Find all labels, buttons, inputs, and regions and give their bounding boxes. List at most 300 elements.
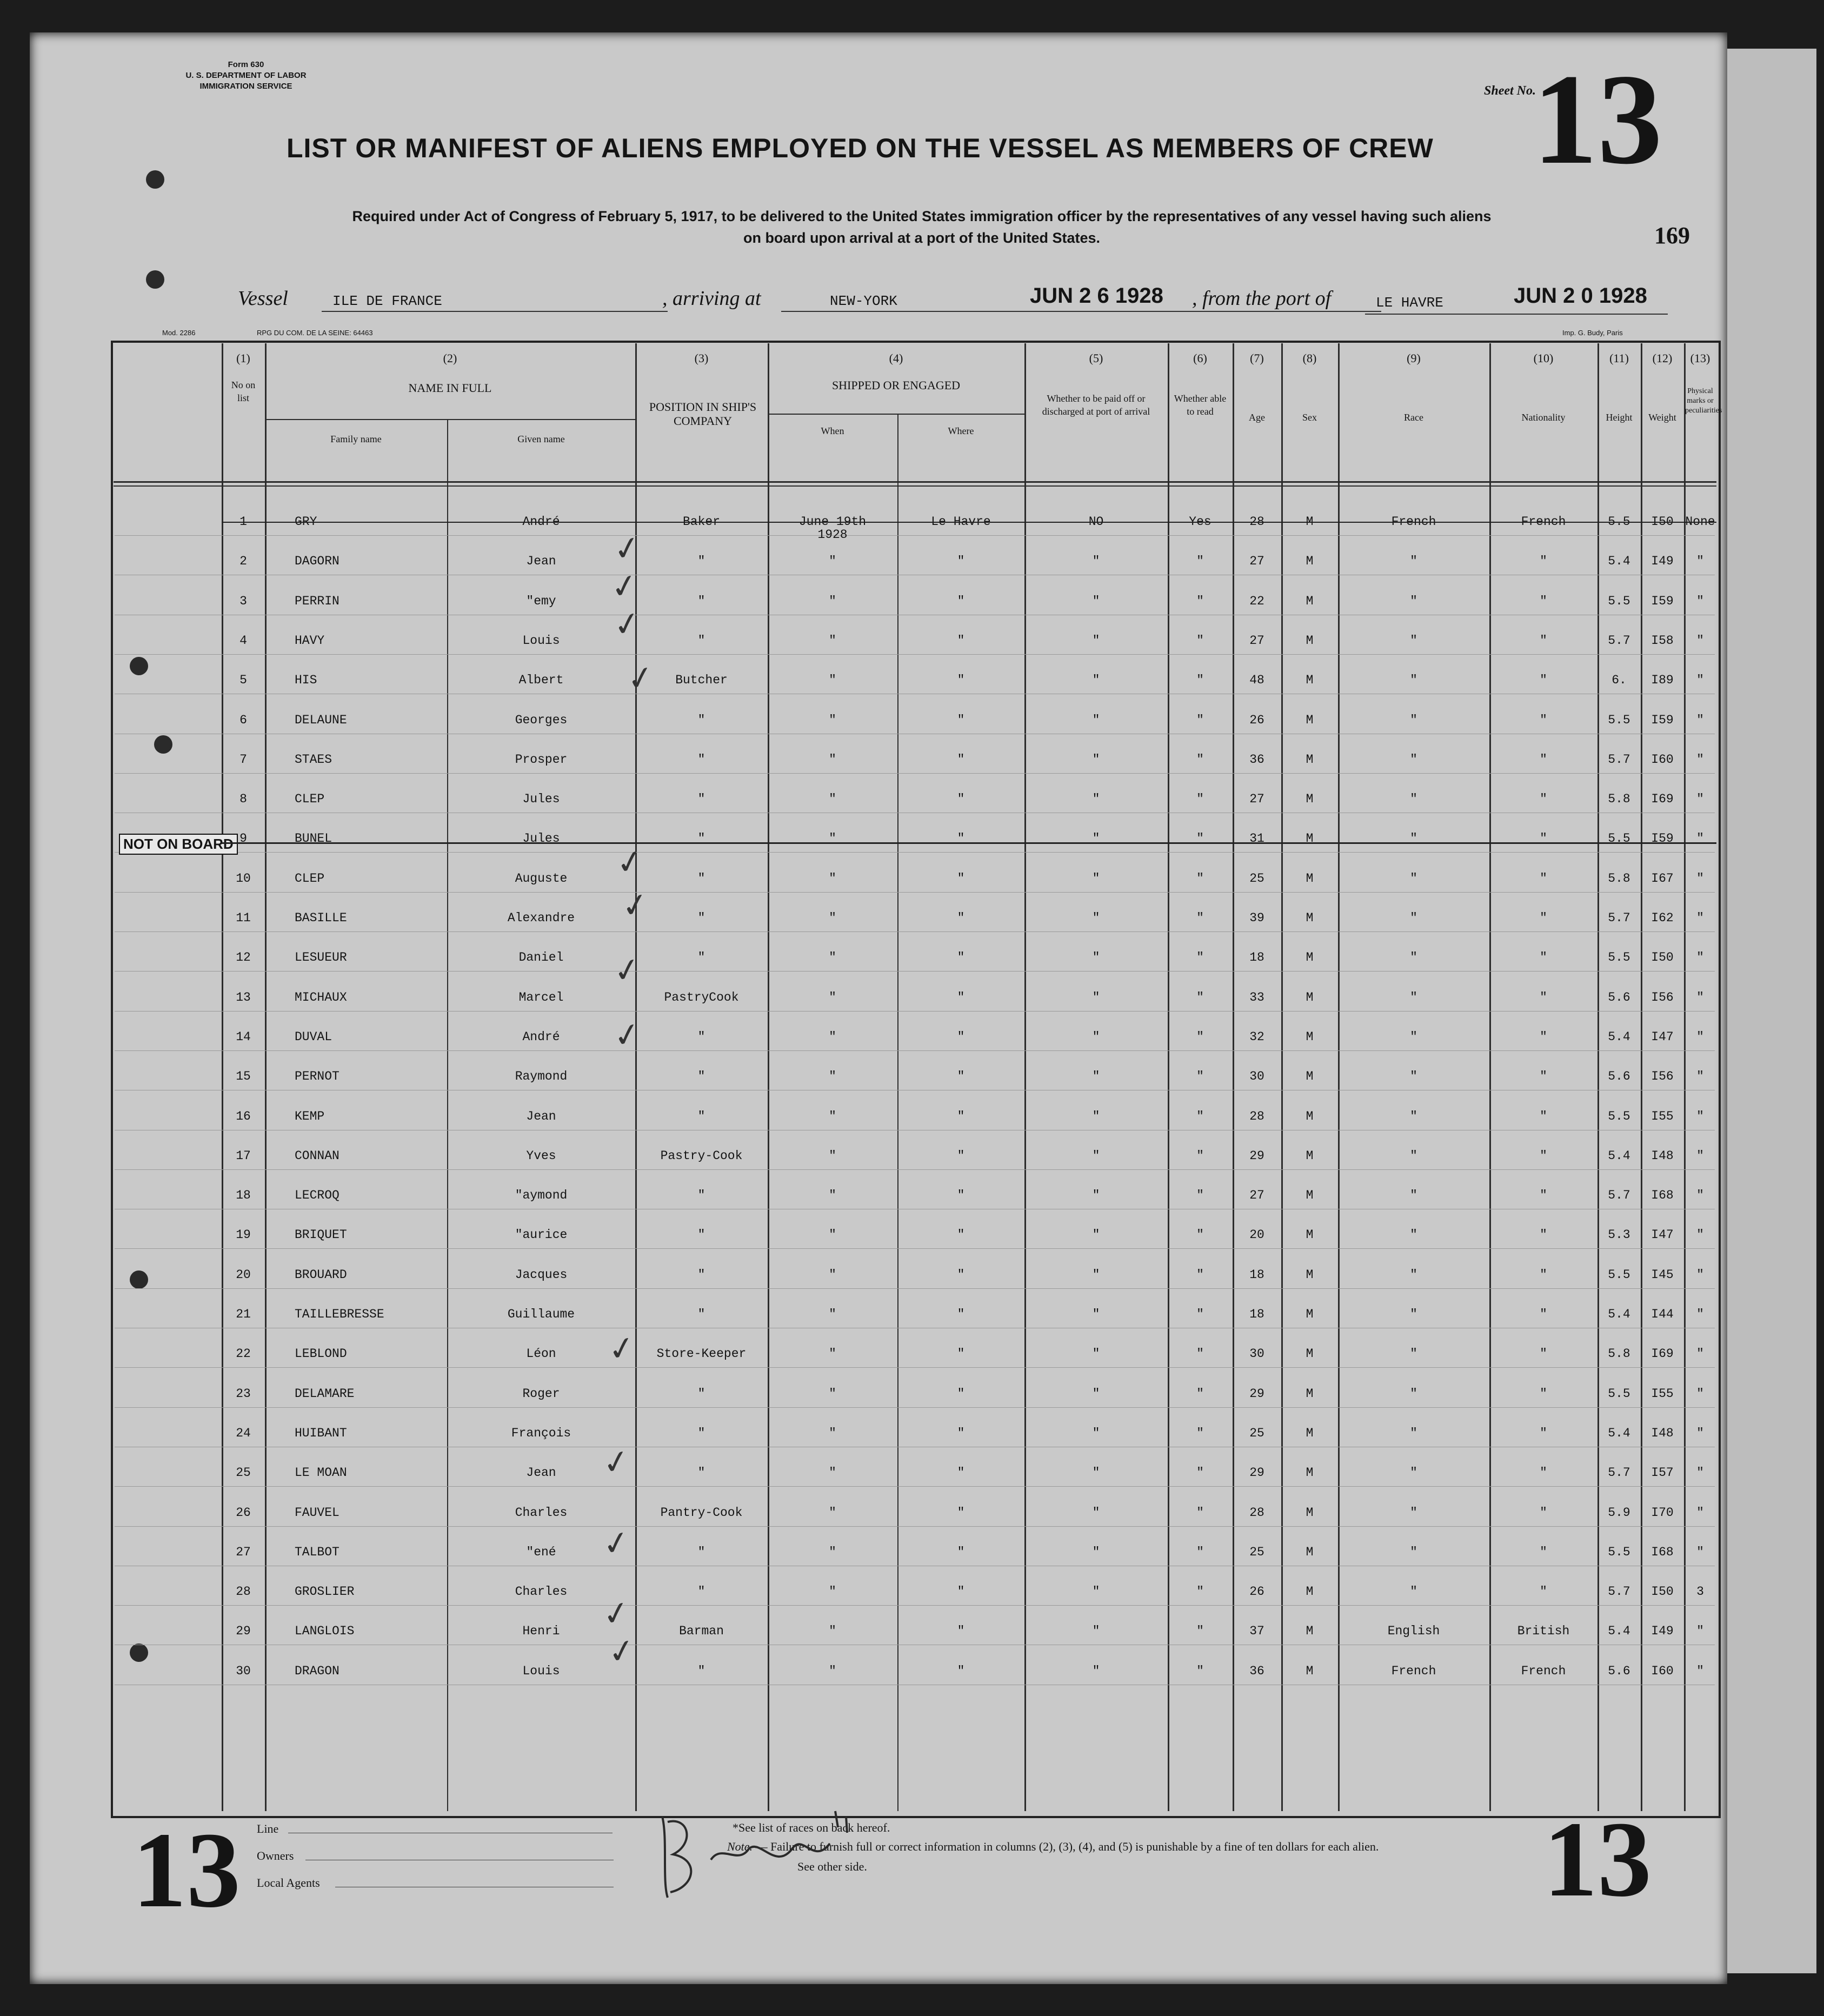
row-1-where: Le Havre (931, 515, 991, 529)
row-26-weight: I70 (1651, 1506, 1674, 1520)
row-12-marks: " (1696, 950, 1704, 964)
row-1-race: French (1391, 515, 1436, 529)
row-17-family: CONNAN (295, 1149, 339, 1163)
row-24-age: 25 (1249, 1426, 1264, 1440)
row-27-family: TALBOT (295, 1545, 339, 1559)
row-7-height: 5.7 (1608, 753, 1630, 767)
row-rule (115, 1169, 1715, 1170)
row-18-read: " (1196, 1188, 1204, 1202)
col9-header: Race (1404, 412, 1423, 423)
row-25-paid: " (1092, 1466, 1100, 1480)
row-17-given: Yves (526, 1149, 556, 1163)
name-subheader-rule (265, 419, 635, 420)
row-4-nationality: " (1540, 634, 1547, 648)
row-20-family: BROUARD (295, 1268, 347, 1282)
row-13-family: MICHAUX (295, 990, 347, 1004)
col13-header: Physical marks or peculiarities (1685, 387, 1722, 415)
corner-number-right: 13 (1543, 1800, 1652, 1919)
row-16-paid: " (1092, 1109, 1100, 1123)
row-11-height: 5.7 (1608, 911, 1630, 925)
row-3-family: PERRIN (295, 594, 339, 608)
row-7-when: " (829, 753, 836, 767)
arriving-underline (781, 311, 1381, 312)
row-rule (115, 852, 1715, 853)
from-port-label: , from the port of (1192, 287, 1332, 310)
row-26-age: 28 (1249, 1506, 1264, 1520)
row-29-position: Barman (679, 1624, 724, 1638)
row-3-height: 5.5 (1608, 594, 1630, 608)
row-8-family: CLEP (295, 792, 325, 806)
row-13-no: 13 (236, 990, 251, 1004)
row-4-race: " (1410, 634, 1417, 648)
row-3-sex: M (1306, 594, 1314, 608)
row-13-marks: " (1696, 990, 1704, 1004)
row-27-paid: " (1092, 1545, 1100, 1559)
row-8-no: 8 (239, 792, 247, 806)
departure-date: JUN 2 0 1928 (1514, 284, 1647, 308)
row-11-weight: I62 (1651, 911, 1674, 925)
check-mark: ✓ (610, 949, 644, 992)
row-15-weight: I56 (1651, 1069, 1674, 1083)
row-5-weight: I89 (1651, 673, 1674, 687)
row-22-paid: " (1092, 1347, 1100, 1361)
row-rule (115, 971, 1715, 972)
row-24-sex: M (1306, 1426, 1314, 1440)
row-13-height: 5.6 (1608, 990, 1630, 1004)
row-6-weight: I59 (1651, 713, 1674, 727)
row-23-family: DELAMARE (295, 1387, 355, 1401)
row-1-strikethrough (222, 522, 1716, 523)
row-16-age: 28 (1249, 1109, 1264, 1123)
row-5-position: Butcher (675, 673, 728, 687)
row-24-given: François (511, 1426, 571, 1440)
row-7-read: " (1196, 753, 1204, 767)
arrival-date: JUN 2 6 1928 (1030, 284, 1163, 308)
row-21-sex: M (1306, 1307, 1314, 1321)
row-10-family: CLEP (295, 871, 325, 886)
row-26-paid: " (1092, 1506, 1100, 1520)
row-29-where: " (957, 1624, 965, 1638)
row-13-read: " (1196, 990, 1204, 1004)
row-8-position: " (697, 792, 705, 806)
row-13-paid: " (1092, 990, 1100, 1004)
row-26-given: Charles (515, 1506, 568, 1520)
row-11-position: " (697, 911, 705, 925)
header-bottom-rule-2 (114, 485, 1716, 487)
row-21-weight: I44 (1651, 1307, 1674, 1321)
row-12-no: 12 (236, 950, 251, 964)
row-18-when: " (829, 1188, 836, 1202)
row-1-when: June 19th (798, 515, 867, 529)
row-24-when: " (829, 1426, 836, 1440)
row-1-age: 28 (1249, 515, 1264, 529)
row-19-given: "aurice (515, 1228, 568, 1242)
row-26-sex: M (1306, 1506, 1314, 1520)
row-16-weight: I55 (1651, 1109, 1674, 1123)
row-17-race: " (1410, 1149, 1417, 1163)
row-4-family: HAVY (295, 634, 325, 648)
row-11-given: Alexandre (507, 911, 575, 925)
row-20-position: " (697, 1268, 705, 1282)
row-25-where: " (957, 1466, 965, 1480)
row-27-weight: I68 (1651, 1545, 1674, 1559)
col-divider (265, 343, 267, 1811)
check-mark: ✓ (605, 1631, 638, 1673)
row-2-nationality: " (1540, 554, 1547, 568)
row-17-no: 17 (236, 1149, 251, 1163)
row-4-height: 5.7 (1608, 634, 1630, 648)
row-30-nationality: French (1521, 1664, 1566, 1678)
row-17-paid: " (1092, 1149, 1100, 1163)
row-9-read: " (1196, 831, 1204, 846)
row-16-read: " (1196, 1109, 1204, 1123)
row-1-height: 5.5 (1608, 515, 1630, 529)
form-title: LIST OR MANIFEST OF ALIENS EMPLOYED ON THE VESSEL AS MEMBERS OF CREW (287, 133, 1434, 163)
row-20-where: " (957, 1268, 965, 1282)
row-3-age: 22 (1249, 594, 1264, 608)
row-10-weight: I67 (1651, 871, 1674, 886)
punch-hole (146, 170, 164, 189)
row-9-given: Jules (522, 831, 560, 846)
row-19-sex: M (1306, 1228, 1314, 1242)
row-3-when: " (829, 594, 836, 608)
row-24-weight: I48 (1651, 1426, 1674, 1440)
note-label: Note. (727, 1840, 753, 1853)
row-27-marks: " (1696, 1545, 1704, 1559)
row-16-position: " (697, 1109, 705, 1123)
row-13-age: 33 (1249, 990, 1264, 1004)
service: IMMIGRATION SERVICE (199, 82, 292, 91)
row-2-age: 27 (1249, 554, 1264, 568)
row-15-nationality: " (1540, 1069, 1547, 1083)
row-14-weight: I47 (1651, 1030, 1674, 1044)
sheet-number: 13 (1533, 47, 1662, 191)
row-11-age: 39 (1249, 911, 1264, 925)
row-6-position: " (697, 713, 705, 727)
row-4-read: " (1196, 634, 1204, 648)
row-24-nationality: " (1540, 1426, 1547, 1440)
row-rule (115, 654, 1715, 655)
row-3-given: "emy (526, 594, 556, 608)
row-28-marks: 3 (1696, 1585, 1704, 1599)
vessel-name: ILE DE FRANCE (332, 293, 442, 309)
footer-line-label: Line (257, 1822, 279, 1835)
row-11-no: 11 (236, 911, 251, 925)
row-19-age: 20 (1249, 1228, 1264, 1242)
footer-owners-label: Owners (257, 1849, 294, 1862)
row-1-paid: NO (1088, 515, 1104, 529)
row-12-read: " (1196, 950, 1204, 964)
row-21-when: " (829, 1307, 836, 1321)
row-27-position: " (697, 1545, 705, 1559)
row-22-weight: I69 (1651, 1347, 1674, 1361)
row-23-sex: M (1306, 1387, 1314, 1401)
row-19-no: 19 (236, 1228, 251, 1242)
row-4-sex: M (1306, 634, 1314, 648)
row-15-given: Raymond (515, 1069, 568, 1083)
row-22-height: 5.8 (1608, 1347, 1630, 1361)
row-20-no: 20 (236, 1268, 251, 1282)
row-4-where: " (957, 634, 965, 648)
row-29-age: 37 (1249, 1624, 1264, 1638)
row-24-paid: " (1092, 1426, 1100, 1440)
row-10-no: 10 (236, 871, 251, 886)
row-7-family: STAES (295, 753, 332, 767)
row-21-paid: " (1092, 1307, 1100, 1321)
row-2-when: " (829, 554, 836, 568)
row-12-when: " (829, 950, 836, 964)
row-27-race: " (1410, 1545, 1417, 1559)
row-20-age: 18 (1249, 1268, 1264, 1282)
row-18-position: " (697, 1188, 705, 1202)
row-13-weight: I56 (1651, 990, 1674, 1004)
row-21-age: 18 (1249, 1307, 1264, 1321)
col9-num: (9) (1407, 351, 1421, 365)
from-port: LE HAVRE (1376, 295, 1443, 311)
row-30-age: 36 (1249, 1664, 1264, 1678)
row-7-where: " (957, 753, 965, 767)
row-12-where: " (957, 950, 965, 964)
row-19-where: " (957, 1228, 965, 1242)
row-29-marks: " (1696, 1624, 1704, 1638)
row-19-family: BRIQUET (295, 1228, 347, 1242)
row-26-nationality: " (1540, 1506, 1547, 1520)
row-29-family: LANGLOIS (295, 1624, 355, 1638)
requirement-line-2: on board upon arrival at a port of the United States. (743, 230, 1101, 246)
row-14-sex: M (1306, 1030, 1314, 1044)
row-23-height: 5.5 (1608, 1387, 1630, 1401)
row-23-no: 23 (236, 1387, 251, 1401)
col6-header: Whether able to read (1174, 393, 1227, 417)
col13-num: (13) (1690, 351, 1710, 365)
row-21-nationality: " (1540, 1307, 1547, 1321)
row-29-paid: " (1092, 1624, 1100, 1638)
page-number: 169 (1654, 222, 1690, 249)
row-1-position: Baker (682, 515, 720, 529)
from-underline (1365, 314, 1668, 315)
row-23-age: 29 (1249, 1387, 1264, 1401)
row-28-given: Charles (515, 1585, 568, 1599)
row-25-position: " (697, 1466, 705, 1480)
row-24-race: " (1410, 1426, 1417, 1440)
row-25-read: " (1196, 1466, 1204, 1480)
row-26-read: " (1196, 1506, 1204, 1520)
row-6-height: 5.5 (1608, 713, 1630, 727)
row-15-where: " (957, 1069, 965, 1083)
row-18-given: "aymond (515, 1188, 568, 1202)
row-29-height: 5.4 (1608, 1624, 1630, 1638)
col4a-header: When (821, 425, 844, 436)
row-28-sex: M (1306, 1585, 1314, 1599)
row-13-where: " (957, 990, 965, 1004)
row-24-no: 24 (236, 1426, 251, 1440)
row-4-no: 4 (239, 634, 247, 648)
row-22-sex: M (1306, 1347, 1314, 1361)
row-2-height: 5.4 (1608, 554, 1630, 568)
check-mark: ✓ (610, 528, 644, 570)
row-8-read: " (1196, 792, 1204, 806)
check-mark: ✓ (618, 884, 652, 927)
row-25-family: LE MOAN (295, 1466, 347, 1480)
row-7-sex: M (1306, 753, 1314, 767)
row-3-paid: " (1092, 594, 1100, 608)
row-20-paid: " (1092, 1268, 1100, 1282)
row-30-read: " (1196, 1664, 1204, 1678)
row-5-given: Albert (518, 673, 564, 687)
row-3-marks: " (1696, 594, 1704, 608)
row-23-where: " (957, 1387, 965, 1401)
row-19-read: " (1196, 1228, 1204, 1242)
col11-header: Height (1606, 412, 1633, 423)
row-10-paid: " (1092, 871, 1100, 886)
row-27-read: " (1196, 1545, 1204, 1559)
check-mark: ✓ (610, 603, 644, 646)
row-17-when: " (829, 1149, 836, 1163)
row-10-read: " (1196, 871, 1204, 886)
row-1-read: Yes (1189, 515, 1211, 529)
row-28-where: " (957, 1585, 965, 1599)
row-15-marks: " (1696, 1069, 1704, 1083)
row-8-height: 5.8 (1608, 792, 1630, 806)
row-30-height: 5.6 (1608, 1664, 1630, 1678)
row-8-paid: " (1092, 792, 1100, 806)
manifest-sheet (30, 32, 1727, 1984)
row-15-no: 15 (236, 1069, 251, 1083)
row-27-where: " (957, 1545, 965, 1559)
row-25-no: 25 (236, 1466, 251, 1480)
row-rule (115, 1367, 1715, 1368)
row-3-race: " (1410, 594, 1417, 608)
row-21-position: " (697, 1307, 705, 1321)
row-23-weight: I55 (1651, 1387, 1674, 1401)
row-8-nationality: " (1540, 792, 1547, 806)
row-28-height: 5.7 (1608, 1585, 1630, 1599)
row-18-where: " (957, 1188, 965, 1202)
row-5-paid: " (1092, 673, 1100, 687)
note-text: — Failure to furnish full or correct information in columns (2), (3), (4), and (5) is punishable by a fine of ten dollars for each alien. (755, 1840, 1379, 1853)
row-13-when: " (829, 990, 836, 1004)
arriving-label: , arriving at (662, 287, 761, 310)
row-9-race: " (1410, 831, 1417, 846)
col5-header: Whether to be paid off or discharged at port of arrival (1042, 393, 1150, 417)
row-18-sex: M (1306, 1188, 1314, 1202)
row-1-marks: None (1685, 515, 1715, 529)
row-16-race: " (1410, 1109, 1417, 1123)
row-20-when: " (829, 1268, 836, 1282)
row-3-nationality: " (1540, 594, 1547, 608)
row-13-given: Marcel (518, 990, 564, 1004)
col5-num: (5) (1089, 351, 1103, 365)
row-9-marks: " (1696, 831, 1704, 846)
row-9-no: 9 (239, 831, 247, 846)
row-3-where: " (957, 594, 965, 608)
row-11-race: " (1410, 911, 1417, 925)
row-30-paid: " (1092, 1664, 1100, 1678)
row-16-family: KEMP (295, 1109, 325, 1123)
row-8-weight: I69 (1651, 792, 1674, 806)
col10-header: Nationality (1521, 412, 1566, 423)
row-30-race: French (1391, 1664, 1436, 1678)
row-27-given: "ené (526, 1545, 556, 1559)
row-22-marks: " (1696, 1347, 1704, 1361)
printer-credit: Imp. G. Budy, Paris (1562, 329, 1623, 337)
row-10-marks: " (1696, 871, 1704, 886)
col12-header: Weight (1648, 412, 1676, 423)
check-mark: ✓ (613, 841, 647, 883)
row-11-read: " (1196, 911, 1204, 925)
row-12-nationality: " (1540, 950, 1547, 964)
row-8-sex: M (1306, 792, 1314, 806)
col2a-header: Family name (330, 434, 382, 444)
row-24-height: 5.4 (1608, 1426, 1630, 1440)
row-4-when: " (829, 634, 836, 648)
requirement-text (192, 205, 1652, 249)
row-19-height: 5.3 (1608, 1228, 1630, 1242)
row-23-race: " (1410, 1387, 1417, 1401)
row-26-family: FAUVEL (295, 1506, 339, 1520)
row-29-no: 29 (236, 1624, 251, 1638)
row-5-no: 5 (239, 673, 247, 687)
row-6-age: 26 (1249, 713, 1264, 727)
row-9-strikethrough (222, 842, 1716, 844)
row-10-nationality: " (1540, 871, 1547, 886)
row-9-sex: M (1306, 831, 1314, 846)
row-25-when: " (829, 1466, 836, 1480)
row-13-sex: M (1306, 990, 1314, 1004)
col2-header: NAME IN FULL (408, 381, 492, 395)
row-22-age: 30 (1249, 1347, 1264, 1361)
row-9-paid: " (1092, 831, 1100, 846)
row-14-read: " (1196, 1030, 1204, 1044)
row-16-given: Jean (526, 1109, 556, 1123)
row-17-sex: M (1306, 1149, 1314, 1163)
row-26-position: Pantry-Cook (660, 1506, 743, 1520)
row-12-race: " (1410, 950, 1417, 964)
row-2-read: " (1196, 554, 1204, 568)
row-2-given: Jean (526, 554, 556, 568)
col4-header: SHIPPED OR ENGAGED (831, 378, 961, 392)
row-25-sex: M (1306, 1466, 1314, 1480)
row-11-sex: M (1306, 911, 1314, 925)
row-25-height: 5.7 (1608, 1466, 1630, 1480)
row-6-where: " (957, 713, 965, 727)
row-3-position: " (697, 594, 705, 608)
row-9-nationality: " (1540, 831, 1547, 846)
row-21-where: " (957, 1307, 965, 1321)
row-20-weight: I45 (1651, 1268, 1674, 1282)
check-mark: ✓ (600, 1522, 633, 1565)
row-15-sex: M (1306, 1069, 1314, 1083)
row-27-age: 25 (1249, 1545, 1264, 1559)
row-12-family: LESUEUR (295, 950, 347, 964)
row-7-given: Prosper (515, 753, 568, 767)
row-3-read: " (1196, 594, 1204, 608)
races-note: *See list of races on back hereof. (733, 1821, 890, 1834)
row-15-age: 30 (1249, 1069, 1264, 1083)
row-4-weight: I58 (1651, 634, 1674, 648)
row-2-no: 2 (239, 554, 247, 568)
col1-num: (1) (236, 351, 250, 365)
row-22-nationality: " (1540, 1347, 1547, 1361)
row-14-height: 5.4 (1608, 1030, 1630, 1044)
row-27-height: 5.5 (1608, 1545, 1630, 1559)
row-28-no: 28 (236, 1585, 251, 1599)
row-15-when: " (829, 1069, 836, 1083)
header-bottom-rule (114, 481, 1716, 483)
row-21-height: 5.4 (1608, 1307, 1630, 1321)
row-14-when: " (829, 1030, 836, 1044)
row-17-marks: " (1696, 1149, 1704, 1163)
